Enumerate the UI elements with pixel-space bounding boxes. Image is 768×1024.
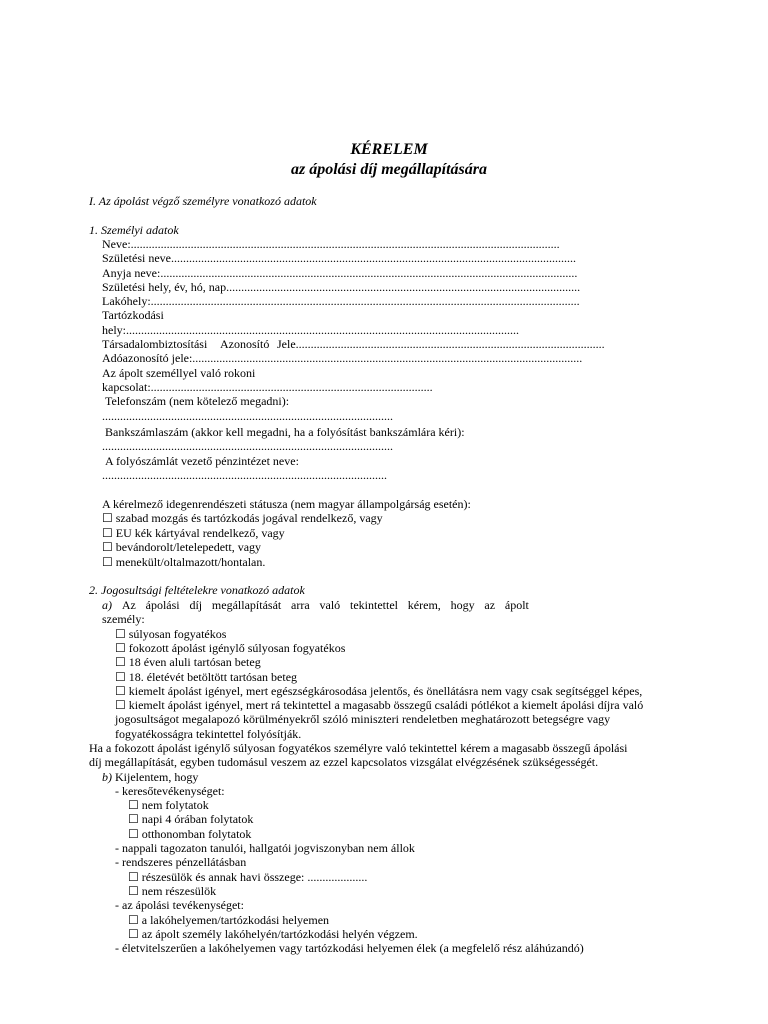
word: az bbox=[484, 598, 496, 612]
field-birth-place-date: Születési hely, év, hó, nap...................................................................................................................... bbox=[102, 280, 581, 294]
word: tekintettel bbox=[350, 598, 398, 612]
word: való bbox=[319, 598, 341, 612]
field-bank-name-label: A folyószámlát vezető pénzintézet neve: bbox=[105, 454, 299, 468]
option-severely-disabled[interactable]: ☐ súlyosan fogyatékos bbox=[115, 627, 227, 641]
paragraph-increased-care-line2: díj megállapítását, egyben tudomásul veszem az ezzel kapcsolatos vizsgálat elvégzésének szükségességét. bbox=[89, 755, 599, 769]
option-priority-care-health[interactable]: ☐ kiemelt ápolást igényel, mert egészségkárosodása jelentős, és önellátásra nem vagy csak segítséggel képes, bbox=[115, 684, 643, 698]
option-priority-care-cont2: fogyatékosságra tekintettel folyósítják. bbox=[115, 727, 302, 741]
option-no-benefit[interactable]: ☐ nem részesülök bbox=[128, 884, 217, 898]
immigration-option-eu-blue-card[interactable]: ☐ EU kék kártyával rendelkező, vagy bbox=[102, 526, 285, 540]
document-title: KÉRELEM bbox=[350, 141, 428, 158]
word: hogy bbox=[450, 598, 475, 612]
option-employed-4h[interactable]: ☐ napi 4 órában folytatok bbox=[128, 812, 254, 826]
declaration-regular-benefit: - rendszeres pénzellátásban bbox=[115, 855, 247, 869]
field-relation: kapcsolat:.............................................................................................. bbox=[102, 380, 433, 394]
field-stay-place: hely:................................................................................................................................... bbox=[102, 323, 519, 337]
paragraph-b bbox=[102, 770, 198, 784]
immigration-status-label: A kérelmező idegenrendészeti státusza (nem magyar állampolgárság esetén): bbox=[102, 497, 471, 511]
option-chronic-ill-over-18[interactable]: ☐ 18. életévét betöltött tartósan beteg bbox=[115, 670, 298, 684]
field-residence: Lakóhely:............................................................................................................................................... bbox=[102, 294, 580, 308]
marker-a: a) bbox=[102, 598, 112, 612]
option-priority-care-cont1: jogosultságot megalapozó körülményekről szóló miniszteri rendeletben meghatározott betegségre vagy bbox=[115, 712, 611, 726]
option-care-at-own-home[interactable]: ☐ a lakóhelyemen/tartózkodási helyemen bbox=[128, 913, 330, 927]
field-social-security: Jele....................................................................................................... bbox=[277, 337, 605, 351]
declaration-residence: - életvitelszerűen a lakóhelyemen vagy tartózkodási helyemen élek (a megfelelő rész aláhúzandó) bbox=[115, 941, 584, 955]
paragraph-increased-care-line1: Ha a fokozott ápolást igénylő súlyosan fogyatékos személyre való tekintettel kérem a magasabb összegű ápolási bbox=[89, 741, 628, 755]
paragraph-a-line1 bbox=[102, 598, 529, 612]
word: ápolt bbox=[504, 598, 529, 612]
declaration-student: - nappali tagozaton tanulói, hallgatói jogviszonyban nem állok bbox=[115, 841, 415, 855]
marker-b: b) bbox=[102, 770, 112, 784]
option-receives-benefit[interactable]: ☐ részesülök és annak havi összege: .................... bbox=[128, 870, 368, 884]
option-chronic-ill-under-18[interactable]: ☐ 18 éven aluli tartósan beteg bbox=[115, 655, 261, 669]
field-name: Neve:............................................................................................................................................... bbox=[102, 237, 560, 251]
field-relation-label: Az ápolt személlyel való rokoni bbox=[102, 366, 256, 380]
section-1-heading: I. Az ápolást végző személyre vonatkozó adatok bbox=[89, 194, 317, 208]
field-bank-account-label: Bankszámlaszám (akkor kell megadni, ha a folyósítást bankszámlára kéri): bbox=[105, 425, 465, 439]
immigration-option-refugee[interactable]: ☐ menekült/oltalmazott/hontalan. bbox=[102, 555, 266, 569]
field-social-security-label-b: Azonosító bbox=[220, 337, 270, 351]
word: díj bbox=[189, 598, 203, 612]
option-priority-care-family-allowance[interactable]: ☐ kiemelt ápolást igényel, mert rá tekintettel a magasabb összegű családi pótlékot a kiemelt ápolási díjra való bbox=[115, 698, 644, 712]
option-employed-home[interactable]: ☐ otthonomban folytatok bbox=[128, 827, 252, 841]
subsection-personal-data: 1. Személyi adatok bbox=[89, 223, 179, 237]
field-phone-label: Telefonszám (nem kötelező megadni): bbox=[105, 394, 290, 408]
declaration-care-location: - az ápolási tevékenységet: bbox=[115, 898, 244, 912]
immigration-option-settled[interactable]: ☐ bevándorolt/letelepedett, vagy bbox=[102, 540, 262, 554]
field-social-security-label-a: Társadalombiztosítási bbox=[102, 337, 208, 351]
paragraph-b-text: Kijelentem, hogy bbox=[112, 770, 199, 784]
word: Az bbox=[121, 598, 136, 612]
document-subtitle: az ápolási díj megállapítására bbox=[290, 161, 487, 178]
field-stay-label: Tartózkodási bbox=[102, 308, 164, 322]
subsection-eligibility: 2. Jogosultsági feltételekre vonatkozó adatok bbox=[89, 583, 305, 597]
immigration-option-free-movement[interactable]: ☐ szabad mozgás és tartózkodás jogával rendelkező, vagy bbox=[102, 511, 383, 525]
declaration-employment: - keresőtevékenységet: bbox=[115, 784, 225, 798]
option-increased-care-disabled[interactable]: ☐ fokozott ápolást igénylő súlyosan fogyatékos bbox=[115, 641, 346, 655]
paragraph-a-line2: személy: bbox=[102, 612, 145, 626]
field-mother-name: Anyja neve:........................................................................................................................................... bbox=[102, 266, 578, 280]
field-tax-id: Adóazonosító jele:.................................................................................................................................. bbox=[102, 351, 583, 365]
word: ápolási bbox=[145, 598, 180, 612]
option-care-at-patient-home[interactable]: ☐ az ápolt személy lakóhelyén/tartózkodási helyén végzem. bbox=[128, 927, 418, 941]
word: megállapítását bbox=[211, 598, 282, 612]
field-bank-account: ................................................................................................. bbox=[102, 439, 393, 453]
option-not-employed[interactable]: ☐ nem folytatok bbox=[128, 798, 209, 812]
word: arra bbox=[291, 598, 310, 612]
word: kérem, bbox=[407, 598, 441, 612]
field-birth-name: Születési neve....................................................................................................................................... bbox=[102, 251, 576, 265]
field-bank-name: ............................................................................................... bbox=[102, 468, 387, 482]
field-phone: ................................................................................................. bbox=[102, 409, 393, 423]
